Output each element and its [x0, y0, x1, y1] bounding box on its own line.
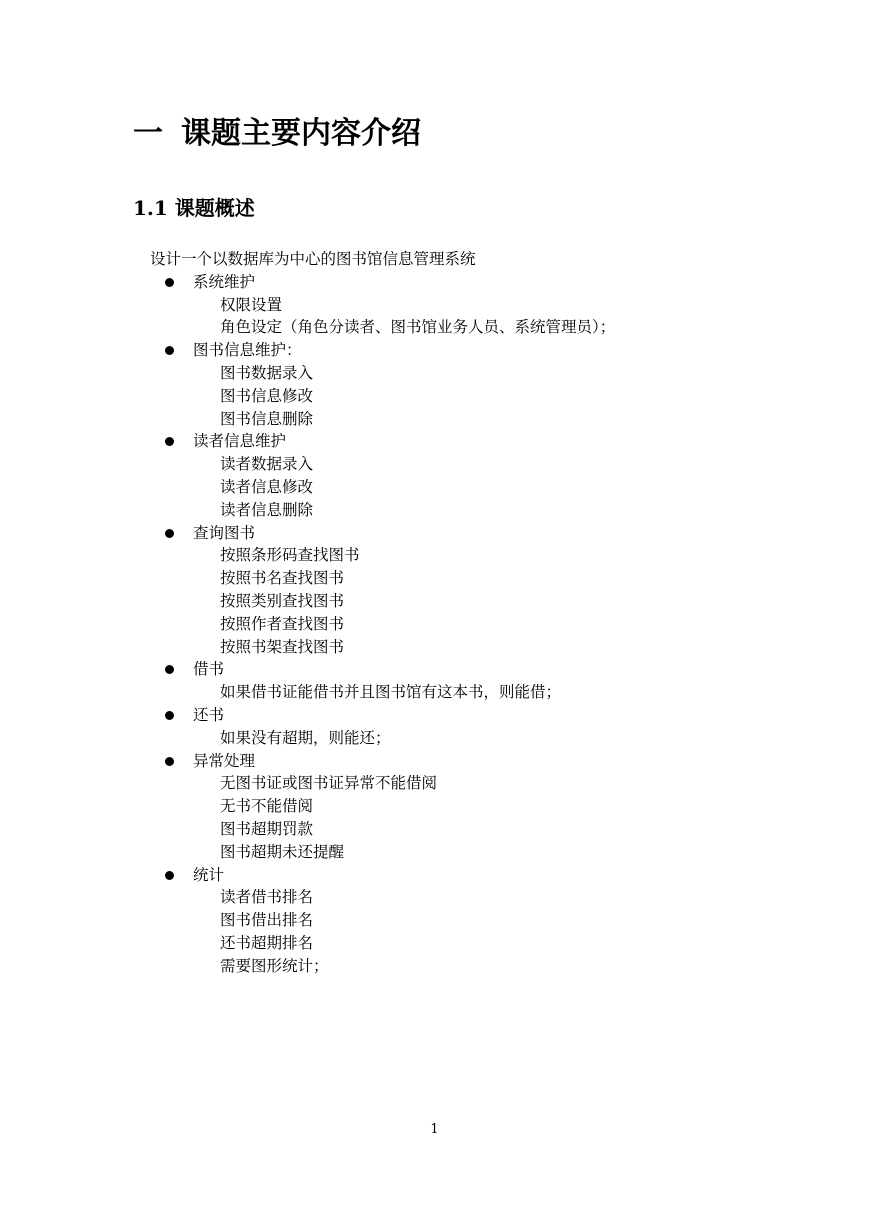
sub-item: 图书超期罚款: [220, 819, 314, 838]
bullet-item: [150, 750, 615, 773]
sub-item: 需要图形统计；: [220, 956, 329, 975]
bullet-item-title: 异常处理: [193, 751, 256, 770]
sub-item: 按照书架查找图书: [220, 637, 345, 656]
sub-item: 按照条形码查找图书: [220, 546, 360, 565]
bullet-item-title: 系统维护: [193, 272, 256, 291]
sub-item: 无图书证或图书证异常不能借阅: [220, 774, 438, 793]
feature-list: [150, 271, 615, 978]
sub-item: 权限设置: [220, 295, 283, 314]
bullet-item: [150, 271, 615, 294]
bullet-item: [150, 339, 615, 362]
bullet-item: [150, 864, 615, 887]
sub-item: 按照书名查找图书: [220, 569, 345, 588]
bullet-item-title: 借书: [193, 660, 225, 679]
bullet-dot-icon: [165, 757, 174, 766]
bullet-dot-icon: [165, 711, 174, 720]
sub-item: 读者信息修改: [220, 477, 314, 496]
page-number: 1: [430, 1122, 439, 1137]
sub-item: 图书超期未还提醒: [220, 842, 345, 861]
bullet-item-title: 图书信息维护：: [193, 341, 302, 360]
chapter-number: 一: [133, 116, 163, 151]
sub-item: 读者数据录入: [220, 455, 314, 474]
overview-content: [150, 248, 615, 978]
sub-item: 图书数据录入: [220, 363, 314, 382]
bullet-item-title: 统计: [193, 865, 225, 884]
sub-item: 图书借出排名: [220, 911, 314, 930]
bullet-item: [150, 704, 615, 727]
sub-item: 按照作者查找图书: [220, 614, 345, 633]
bullet-item-title: 还书: [193, 705, 225, 724]
bullet-item-title: 读者信息维护: [193, 432, 287, 451]
bullet-item: [150, 522, 615, 545]
bullet-dot-icon: [165, 665, 174, 674]
sub-item: 如果借书证能借书并且图书馆有这本书，则能借；: [220, 683, 562, 702]
bullet-item: [150, 430, 615, 453]
sub-item: 读者借书排名: [220, 888, 314, 907]
bullet-dot-icon: [165, 437, 174, 446]
chapter-title: 课题主要内容介绍: [181, 116, 421, 151]
sub-item: 角色设定（角色分读者、图书馆业务人员、系统管理员）；: [220, 318, 616, 337]
section-heading: 1.1 课题概述: [133, 196, 255, 220]
sub-item: 读者信息删除: [220, 500, 314, 519]
intro-paragraph: 设计一个以数据库为中心的图书馆信息管理系统: [150, 250, 476, 268]
bullet-dot-icon: [165, 346, 174, 355]
bullet-item-title: 查询图书: [193, 523, 256, 542]
chapter-heading: [133, 112, 421, 156]
bullet-dot-icon: [165, 278, 174, 287]
sub-item: 无书不能借阅: [220, 797, 314, 816]
bullet-item: [150, 658, 615, 681]
bullet-dot-icon: [165, 529, 174, 538]
sub-item: 图书信息修改: [220, 386, 314, 405]
sub-item: 图书信息删除: [220, 409, 314, 428]
sub-item: 还书超期排名: [220, 933, 314, 952]
sub-item: 如果没有超期，则能还；: [220, 728, 391, 747]
sub-item: 按照类别查找图书: [220, 591, 345, 610]
bullet-dot-icon: [165, 871, 174, 880]
